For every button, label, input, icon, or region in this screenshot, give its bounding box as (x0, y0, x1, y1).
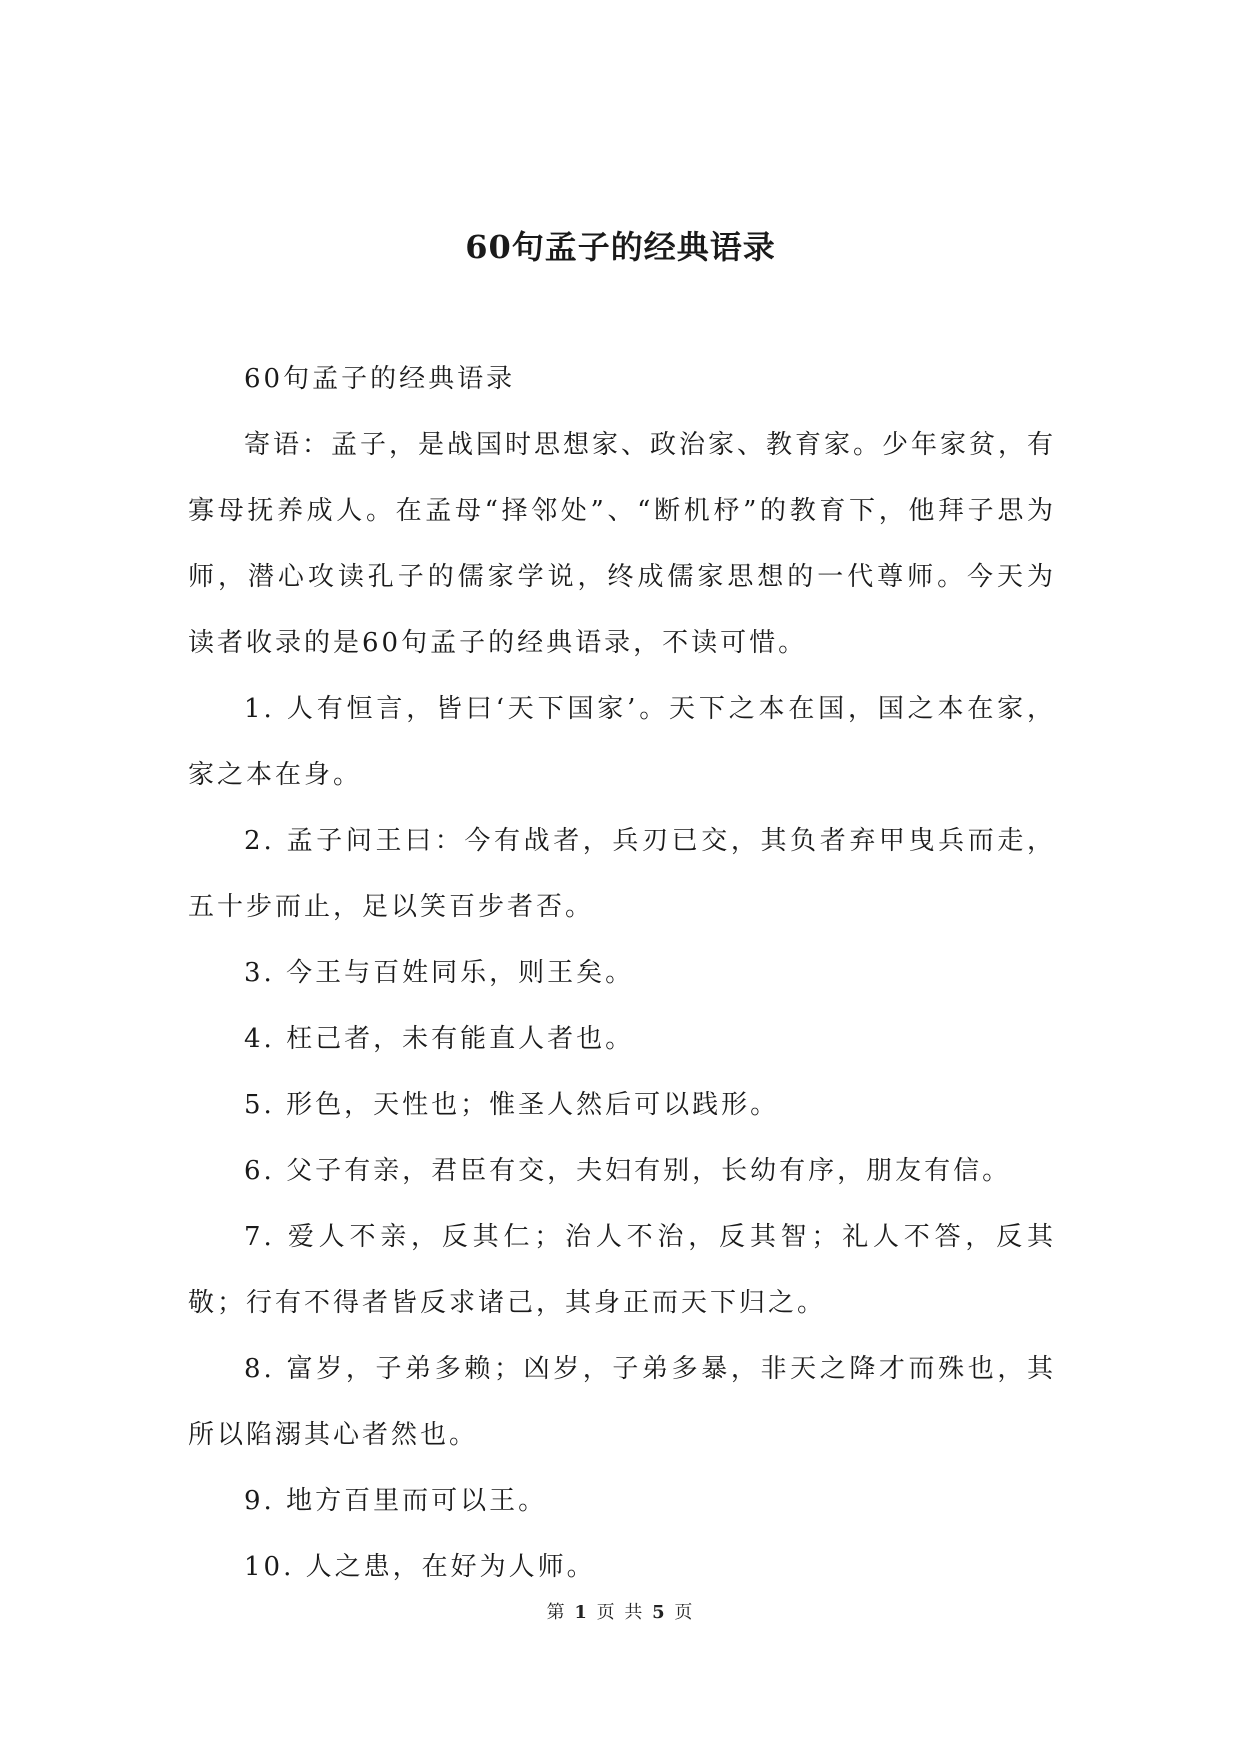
document-body (188, 346, 1056, 1600)
quote-item: 1. 人有恒言，皆曰‘天下国家’。天下之本在国，国之本在家，家之本在身。 (188, 694, 1056, 790)
quote-item: 8. 富岁，子弟多赖；凶岁，子弟多暴，非天之降才而殊也，其所以陷溺其心者然也。 (188, 1354, 1056, 1450)
quote-item: 4. 枉己者，未有能直人者也。 (244, 1024, 635, 1054)
paragraph-subtitle: 60句孟子的经典语录 (244, 364, 516, 394)
footer-middle: 页 共 (596, 1602, 645, 1623)
paragraph-foreword: 寄语：孟子，是战国时思想家、政治家、教育家。少年家贫，有寡母抚养成人。在孟母“择邻处”、“断机杼”的教育下，他拜子思为师，潜心攻读孔子的儒家学说，终成儒家思想的一代尊师。今天为读者收录的是60句孟子的经典语录，不读可惜。 (188, 430, 1057, 658)
quote-item: 3. 今王与百姓同乐，则王矣。 (244, 958, 635, 988)
footer-prefix: 第 (546, 1602, 567, 1623)
quote-item: 5. 形色，天性也；惟圣人然后可以践形。 (244, 1090, 780, 1120)
document-title: 60句孟子的经典语录 (465, 228, 776, 266)
footer-total-pages: 5 (652, 1602, 667, 1623)
quote-item: 9. 地方百里而可以王。 (244, 1486, 548, 1516)
quote-item: 7. 爱人不亲，反其仁；治人不治，反其智；礼人不答，反其敬；行有不得者皆反求诸己，其身正而天下归之。 (188, 1222, 1056, 1318)
quote-item: 10. 人之患，在好为人师。 (244, 1552, 596, 1582)
footer-suffix: 页 (674, 1602, 695, 1623)
quote-item: 2. 孟子问王曰：今有战者，兵刃已交，其负者弃甲曳兵而走，五十步而止，足以笑百步者否。 (188, 826, 1056, 922)
quote-item: 6. 父子有亲，君臣有交，夫妇有别，长幼有序，朋友有信。 (244, 1156, 1012, 1186)
page-footer (0, 1598, 1241, 1624)
footer-current-page: 1 (574, 1602, 589, 1623)
